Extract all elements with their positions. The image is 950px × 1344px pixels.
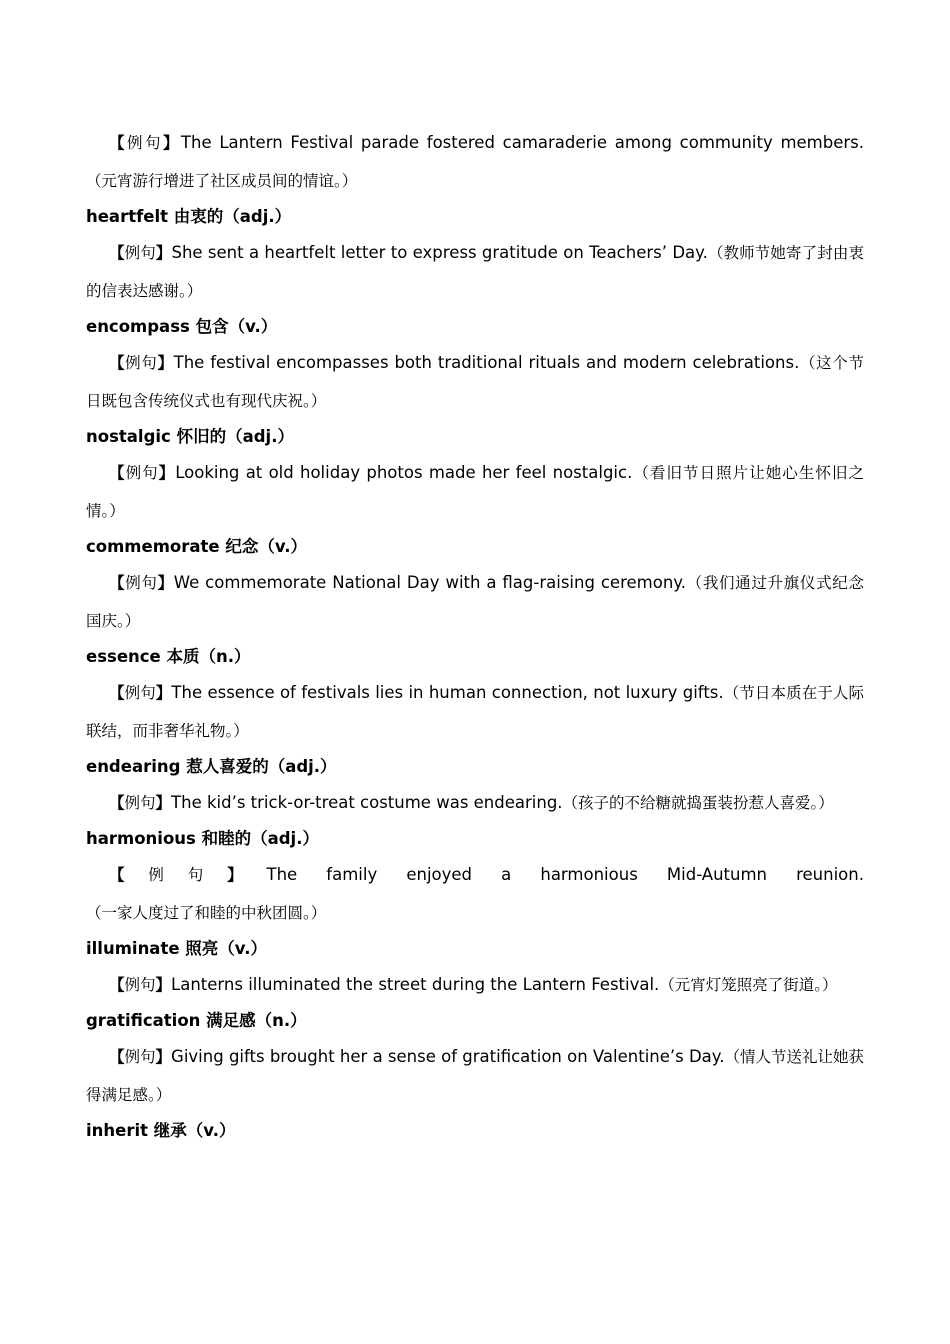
example-tag-close: 】: [155, 794, 172, 812]
vocab-headword-line: [86, 530, 864, 564]
vocab-meaning: 继承（v.）: [153, 1121, 236, 1140]
example-tag-open: 【: [109, 464, 126, 482]
example-tag: [109, 574, 174, 592]
example-tag: [109, 1048, 171, 1066]
vocab-meaning: 纪念（v.）: [225, 537, 308, 556]
vocab-headword-line: [86, 750, 864, 784]
example-chinese: （节日本质在于人际联结，而非奢华礼物。）: [86, 684, 864, 740]
vocab-meaning: 本质（n.）: [166, 647, 251, 666]
vocab-meaning: 怀旧的（adj.）: [176, 427, 294, 446]
vocab-word: gratification: [86, 1011, 201, 1030]
example-sentence: [86, 124, 864, 200]
vocab-meaning: 包含（v.）: [195, 317, 278, 336]
example-chinese: （孩子的不给糖就捣蛋装扮惹人喜爱。）: [562, 794, 834, 812]
example-sentence: [86, 234, 864, 310]
vocab-word: inherit: [86, 1121, 149, 1140]
vocab-word: commemorate: [86, 537, 220, 556]
example-sentence: [86, 564, 864, 640]
example-chinese: （教师节她寄了封由衷的信表达感谢。）: [86, 244, 864, 300]
example-tag-open: 【: [109, 1048, 125, 1066]
vocab-headword-line: [86, 420, 864, 454]
example-english: Looking at old holiday photos made her feel nostalgic.: [175, 463, 633, 482]
vocab-meaning: 和睦的（adj.）: [201, 829, 319, 848]
vocab-word: encompass: [86, 317, 190, 336]
example-chinese: （这个节日既包含传统仪式也有现代庆祝。）: [86, 354, 864, 410]
example-tag: [109, 354, 174, 372]
example-tag-close: 】: [155, 976, 172, 994]
example-chinese: （元宵游行增进了社区成员间的情谊。）: [86, 172, 358, 190]
example-tag-open: 【: [109, 684, 125, 702]
example-tag-open: 【: [109, 574, 126, 592]
example-tag-close: 】: [155, 684, 172, 702]
example-english: The Lantern Festival parade fostered camaraderie among community members.: [180, 133, 864, 152]
example-tag-open: 【: [109, 354, 126, 372]
example-english: Lanterns illuminated the street during the Lantern Festival.: [171, 975, 660, 994]
example-sentence: [86, 674, 864, 750]
vocab-headword-line: [86, 640, 864, 674]
vocab-word: essence: [86, 647, 161, 666]
example-tag: [109, 976, 171, 994]
example-tag-open: 【: [109, 134, 127, 152]
vocab-headword-line: [86, 932, 864, 966]
example-english: We commemorate National Day with a flag-raising ceremony.: [173, 573, 686, 592]
vocab-meaning: 照亮（v.）: [185, 939, 267, 958]
example-tag-close: 】: [155, 1048, 172, 1066]
example-tag: [109, 244, 171, 262]
example-tag-text: 例句: [126, 134, 163, 152]
example-sentence: [86, 856, 864, 932]
example-tag-open: 【: [109, 976, 125, 994]
example-tag-close: 】: [157, 354, 174, 372]
example-tag-close: 】: [162, 134, 181, 152]
example-tag-close: 】: [157, 574, 174, 592]
example-chinese: （元宵灯笼照亮了街道。）: [659, 976, 838, 994]
vocab-headword-line: [86, 1114, 864, 1148]
example-chinese: （看旧节日照片让她心生怀旧之情。）: [86, 464, 864, 520]
example-sentence: [86, 454, 864, 530]
example-chinese: （一家人度过了和睦的中秋团圆。）: [86, 904, 327, 922]
example-tag-close: 】: [227, 866, 267, 884]
vocab-word: illuminate: [86, 939, 180, 958]
example-tag-close: 】: [155, 244, 172, 262]
example-english: She sent a heartfelt letter to express gratitude on Teachers’ Day.: [171, 243, 708, 262]
example-tag: [109, 684, 171, 702]
example-tag-text: 例句: [124, 1048, 156, 1066]
vocab-headword-line: [86, 1004, 864, 1038]
example-english: The essence of festivals lies in human connection, not luxury gifts.: [171, 683, 724, 702]
example-english: Giving gifts brought her a sense of gratification on Valentine’s Day.: [171, 1047, 725, 1066]
example-tag-text: 例句: [125, 464, 159, 482]
example-tag-text: 例句: [125, 574, 158, 592]
example-tag: [109, 794, 171, 812]
example-english: The kid’s trick-or-treat costume was endearing.: [171, 793, 563, 812]
vocab-meaning: 惹人喜爱的（adj.）: [186, 757, 337, 776]
example-tag-text: 例句: [124, 244, 156, 262]
example-sentence: [86, 966, 864, 1004]
example-tag: [109, 866, 267, 884]
vocab-word: nostalgic: [86, 427, 171, 446]
example-tag: [109, 464, 175, 482]
vocab-headword-line: [86, 822, 864, 856]
example-tag-open: 【: [109, 866, 149, 884]
vocab-word: harmonious: [86, 829, 196, 848]
example-chinese: （我们通过升旗仪式纪念国庆。）: [86, 574, 864, 630]
example-tag-text: 例句: [148, 866, 228, 884]
example-tag-text: 例句: [124, 684, 156, 702]
example-english: The festival encompasses both traditional rituals and modern celebrations.: [173, 353, 800, 372]
vocab-word: heartfelt: [86, 207, 169, 226]
example-tag-close: 】: [158, 464, 176, 482]
vocab-headword-line: [86, 200, 864, 234]
vocabulary-document: [86, 124, 864, 1148]
example-tag-text: 例句: [124, 794, 156, 812]
example-chinese: （情人节送礼让她获得满足感。）: [86, 1048, 864, 1104]
vocab-meaning: 满足感（n.）: [206, 1011, 307, 1030]
example-tag: [109, 134, 181, 152]
example-tag-open: 【: [109, 244, 125, 262]
example-sentence: [86, 1038, 864, 1114]
vocab-meaning: 由衷的（adj.）: [173, 207, 292, 226]
example-english: The family enjoyed a harmonious Mid-Autumn reunion.: [266, 865, 864, 884]
vocab-word: endearing: [86, 757, 181, 776]
example-tag-text: 例句: [124, 976, 156, 994]
example-sentence: [86, 344, 864, 420]
example-sentence: [86, 784, 864, 822]
vocab-headword-line: [86, 310, 864, 344]
example-tag-text: 例句: [125, 354, 158, 372]
example-tag-open: 【: [109, 794, 125, 812]
